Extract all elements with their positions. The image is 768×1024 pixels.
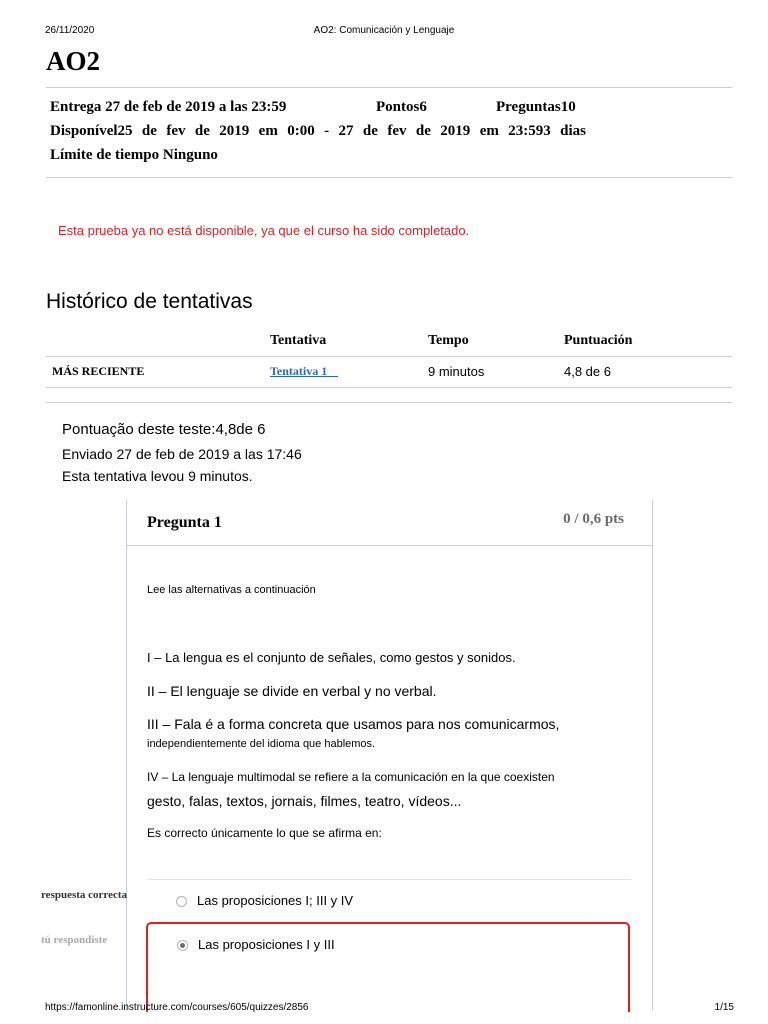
attempt-time: 9 minutos (422, 357, 558, 388)
column-header-time: Tempo (422, 329, 558, 357)
table-row (46, 357, 732, 388)
column-header (46, 329, 264, 357)
history-title: Histórico de tentativas (46, 290, 253, 313)
column-header-score: Puntuación (558, 329, 732, 357)
questions-count: Preguntas10 (496, 99, 576, 115)
correct-answer-tag: respuesta correcta (41, 889, 128, 901)
print-title: AO2: Comunicación y Lenguaje (313, 25, 455, 36)
answer-radio-2[interactable] (177, 940, 188, 951)
table-header-row (46, 329, 732, 357)
unavailable-notice: Esta prueba ya no está disponible, ya que el curso ha sido completado. (58, 223, 470, 238)
availability: Disponível25 de fev de 2019 em 0:00 - 27 de fev de 2019 em 23:593 dias (50, 123, 586, 139)
divider (46, 402, 732, 403)
question-points: 0 / 0,6 pts (563, 511, 624, 527)
answers-divider (147, 879, 631, 880)
points-total: Pontos6 (376, 99, 427, 115)
due-date: Entrega 27 de feb de 2019 a las 23:59 (50, 99, 287, 115)
statement-1: I – La lengua es el conjunto de señales, como gestos y sonidos. (147, 650, 516, 665)
attempt-submitted: Enviado 27 de feb de 2019 a las 17:46 (62, 446, 302, 462)
answer-2[interactable]: Las proposiciones I y III (198, 937, 335, 952)
question-header-divider (126, 545, 652, 546)
page-number: 1/15 (714, 1002, 734, 1013)
statement-4-cont: gesto, falas, textos, jornais, filmes, teatro, vídeos... (147, 793, 462, 809)
statement-3: III – Fala é a forma concreta que usamos para nos comunicarmos, (147, 716, 560, 732)
answer-radio-1[interactable] (176, 896, 187, 907)
question-prompt: Es correcto únicamente lo que se afirma en: (147, 826, 382, 840)
selected-answer-box (146, 922, 630, 1012)
divider (46, 177, 732, 178)
attempts-table (46, 329, 732, 388)
statement-2: II – El lenguaje se divide en verbal y no verbal. (147, 683, 437, 699)
answer-1[interactable]: Las proposiciones I; III y IV (197, 893, 354, 908)
question-intro: Lee las alternativas a continuación (147, 584, 316, 596)
print-date: 26/11/2020 (45, 25, 95, 36)
attempt-score-summary: Pontuação deste teste:4,8de 6 (62, 421, 266, 438)
column-header-attempt: Tentativa (264, 329, 422, 357)
time-limit: Límite de tiempo Ninguno (50, 147, 218, 163)
divider (46, 87, 732, 88)
print-url: https://famonline.instructure.com/courses/605/quizzes/2856 (45, 1002, 309, 1013)
statement-3-cont: independientemente del idioma que hablemos. (147, 738, 376, 750)
question-title: Pregunta 1 (147, 514, 222, 531)
page-title: AO2 (46, 46, 100, 76)
attempt-score: 4,8 de 6 (558, 357, 732, 388)
attempt-duration: Esta tentativa levou 9 minutos. (62, 468, 253, 484)
attempt-row-label: MÁS RECIENTE (46, 357, 264, 388)
your-answer-tag: tú respondiste (41, 934, 108, 946)
statement-4: IV – La lenguaje multimodal se refiere a la comunicación en la que coexisten (147, 770, 555, 784)
attempt-link[interactable]: Tentativa 1 (270, 364, 328, 378)
